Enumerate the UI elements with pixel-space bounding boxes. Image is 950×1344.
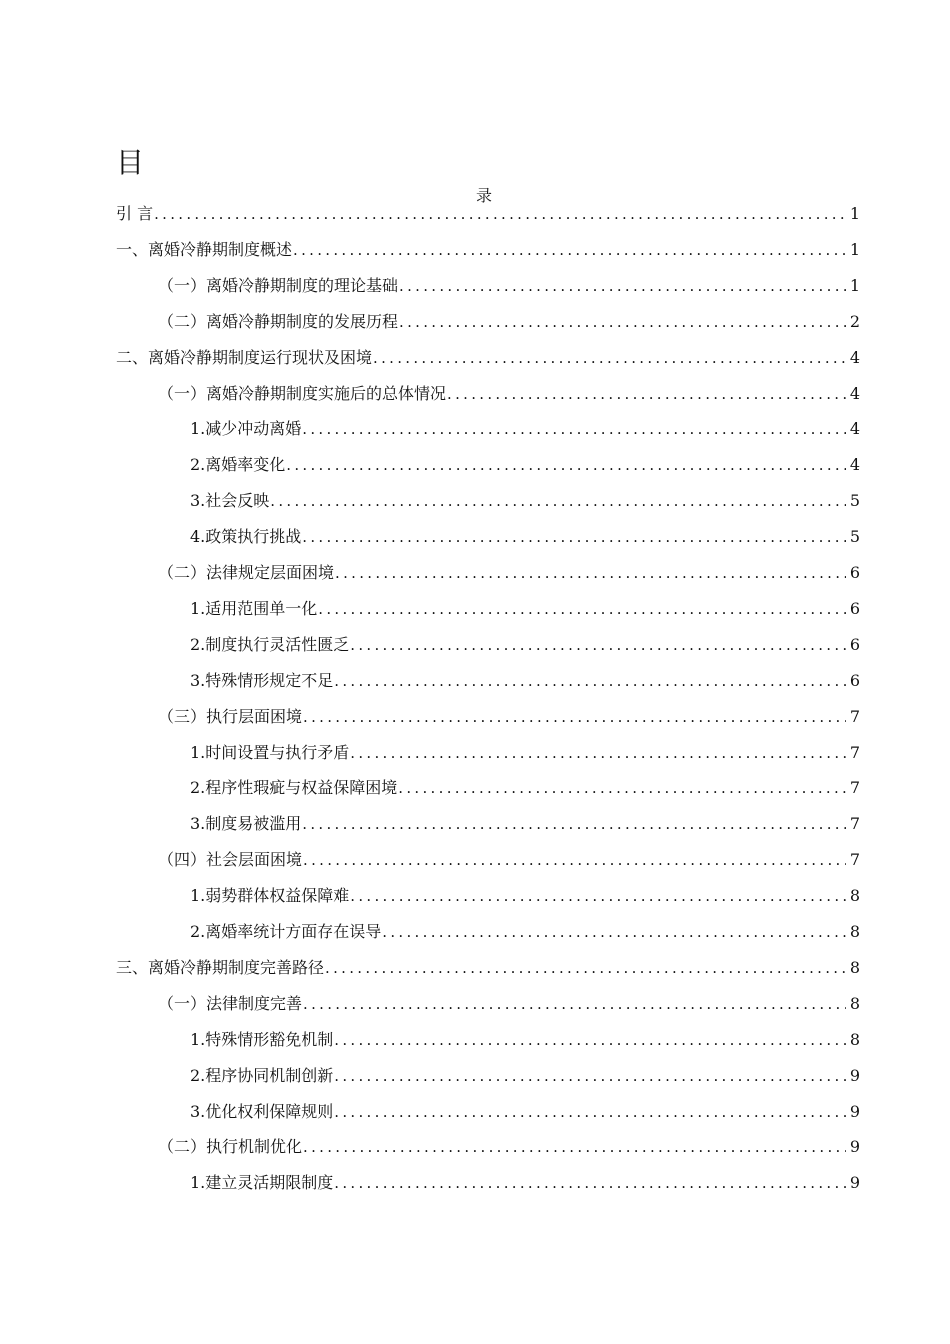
- toc-entry[interactable]: [116, 202, 860, 226]
- toc-entry-page-number: 5: [849, 527, 860, 547]
- toc-entry[interactable]: [158, 274, 860, 298]
- toc-entry-title: （一）离婚冷静期制度的理论基础: [158, 275, 399, 295]
- toc-dot-leader: [373, 346, 846, 370]
- toc-entry[interactable]: [190, 741, 860, 765]
- toc-dot-leader: [350, 741, 846, 765]
- toc-entry-page-number: 8: [849, 922, 860, 941]
- toc-entry-page-number: 4: [849, 383, 860, 403]
- toc-dot-leader: [399, 274, 846, 298]
- toc-dot-leader: [334, 1100, 846, 1124]
- toc-entry-title: 3.社会反映: [190, 491, 270, 511]
- toc-entry-title: 2.离婚率变化: [190, 455, 286, 475]
- toc-entry-page-number: 2: [849, 311, 860, 331]
- toc-dot-leader: [447, 382, 846, 406]
- toc-entry[interactable]: [116, 956, 860, 980]
- toc-entry[interactable]: [190, 812, 860, 836]
- toc-entry-page-number: 1: [849, 239, 860, 259]
- toc-entry-page-number: 7: [849, 850, 860, 870]
- toc-dot-leader: [350, 884, 846, 908]
- toc-entry-page-number: 8: [849, 886, 860, 906]
- toc-dot-leader: [398, 776, 846, 800]
- toc-dot-leader: [303, 705, 846, 729]
- toc-entry-title: （一）法律制度完善: [158, 993, 303, 1013]
- toc-entry[interactable]: [190, 453, 860, 477]
- toc-entry-page-number: 7: [849, 778, 860, 798]
- toc-entry[interactable]: [158, 310, 860, 334]
- toc-entry-page-number: 6: [849, 563, 860, 582]
- toc-entry-title: 引 言: [116, 204, 154, 223]
- toc-entry-title: 一、离婚冷静期制度概述: [116, 239, 293, 259]
- toc-entry-page-number: 4: [849, 419, 860, 439]
- toc-dot-leader: [302, 812, 846, 836]
- toc-entry[interactable]: [190, 525, 860, 549]
- toc-entry-page-number: 6: [849, 634, 860, 654]
- toc-entry-title: 1.适用范围单一化: [190, 598, 318, 618]
- toc-dot-leader: [303, 992, 846, 1016]
- toc-entry-page-number: 9: [849, 1137, 860, 1157]
- toc-entry-page-number: 7: [849, 814, 860, 834]
- toc-entry[interactable]: [190, 597, 860, 621]
- toc-entry[interactable]: [158, 382, 860, 406]
- toc-entry-title: 1.弱势群体权益保障难: [190, 886, 350, 906]
- toc-entry[interactable]: [190, 489, 860, 513]
- toc-dot-leader: [318, 597, 846, 621]
- toc-entry-title: 1.时间设置与执行矛盾: [190, 742, 350, 762]
- toc-entry-page-number: 7: [849, 742, 860, 762]
- toc-entry[interactable]: [190, 920, 860, 944]
- toc-entry-title: 3.制度易被滥用: [190, 814, 302, 834]
- toc-entry-title: 2.制度执行灵活性匮乏: [190, 634, 350, 654]
- toc-entry[interactable]: [190, 633, 860, 657]
- toc-dot-leader: [303, 848, 846, 872]
- toc-entry-page-number: 6: [849, 670, 860, 690]
- toc-heading-sub: 录: [476, 186, 493, 205]
- toc-entry-title: （二）离婚冷静期制度的发展历程: [158, 311, 399, 331]
- toc-entry-title: 2.程序性瑕疵与权益保障困境: [190, 778, 398, 798]
- toc-dot-leader: [334, 1171, 846, 1195]
- toc-entry[interactable]: [190, 1064, 860, 1088]
- toc-entry-title: 1.减少冲动离婚: [190, 419, 302, 439]
- toc-entry[interactable]: [190, 776, 860, 800]
- toc-entry[interactable]: [158, 561, 860, 585]
- toc-entry[interactable]: [190, 1171, 860, 1195]
- toc-dot-leader: [325, 956, 846, 980]
- toc-entry-page-number: 1: [849, 204, 860, 223]
- toc-entry[interactable]: [190, 669, 860, 693]
- toc-entry[interactable]: [190, 1028, 860, 1052]
- toc-dot-leader: [350, 633, 846, 657]
- toc-entry-title: 三、离婚冷静期制度完善路径: [116, 957, 325, 977]
- toc-dot-leader: [154, 202, 846, 226]
- toc-heading-main: 目: [116, 146, 145, 179]
- toc-dot-leader: [302, 525, 846, 549]
- toc-entry-page-number: 6: [849, 598, 860, 618]
- toc-entry-title: 二、离婚冷静期制度运行现状及困境: [116, 347, 373, 367]
- toc-entry-page-number: 8: [849, 1029, 860, 1049]
- toc-entry-page-number: 7: [849, 706, 860, 726]
- toc-entry-title: （二）法律规定层面困境: [158, 563, 335, 582]
- toc-dot-leader: [334, 1028, 846, 1052]
- toc-entry-title: 2.离婚率统计方面存在误导: [190, 922, 382, 941]
- toc-entry-title: （四）社会层面困境: [158, 850, 303, 870]
- toc-entry[interactable]: [158, 705, 860, 729]
- toc-entry[interactable]: [190, 417, 860, 441]
- toc-dot-leader: [335, 561, 846, 585]
- toc-dot-leader: [286, 453, 846, 477]
- toc-dot-leader: [382, 920, 846, 944]
- toc-entry-title: （一）离婚冷静期制度实施后的总体情况: [158, 383, 447, 403]
- toc-entry-title: （三）执行层面困境: [158, 706, 303, 726]
- toc-entry-title: 3.优化权利保障规则: [190, 1101, 334, 1121]
- toc-entry-page-number: 4: [849, 455, 860, 475]
- toc-entry[interactable]: [116, 346, 860, 370]
- toc-entry-title: 3.特殊情形规定不足: [190, 670, 334, 690]
- toc-entry-title: 1.特殊情形豁免机制: [190, 1029, 334, 1049]
- toc-dot-leader: [303, 1135, 846, 1159]
- toc-entry-page-number: 5: [849, 491, 860, 511]
- toc-entry[interactable]: [190, 884, 860, 908]
- toc-dot-leader: [270, 489, 846, 513]
- toc-entry[interactable]: [190, 1100, 860, 1124]
- toc-entry[interactable]: [158, 1135, 860, 1159]
- toc-entry-page-number: 1: [849, 275, 860, 295]
- toc-entry-title: 1.建立灵活期限制度: [190, 1173, 334, 1193]
- toc-entry[interactable]: [158, 992, 860, 1016]
- toc-entry[interactable]: [116, 238, 860, 262]
- toc-dot-leader: [302, 417, 846, 441]
- toc-dot-leader: [334, 1064, 846, 1088]
- toc-entry-page-number: 8: [849, 993, 860, 1013]
- toc-dot-leader: [293, 238, 846, 262]
- toc-entry-title: （二）执行机制优化: [158, 1137, 303, 1157]
- toc-entry-title: 2.程序协同机制创新: [190, 1065, 334, 1085]
- toc-entry-page-number: 9: [849, 1173, 860, 1193]
- toc-entry-page-number: 8: [849, 957, 860, 977]
- toc-entry[interactable]: [158, 848, 860, 872]
- toc-dot-leader: [399, 310, 846, 334]
- toc-entry-page-number: 9: [849, 1101, 860, 1121]
- toc-dot-leader: [334, 669, 846, 693]
- toc-entry-title: 4.政策执行挑战: [190, 527, 302, 547]
- toc-entry-page-number: 4: [849, 347, 860, 367]
- toc-entry-page-number: 9: [849, 1065, 860, 1085]
